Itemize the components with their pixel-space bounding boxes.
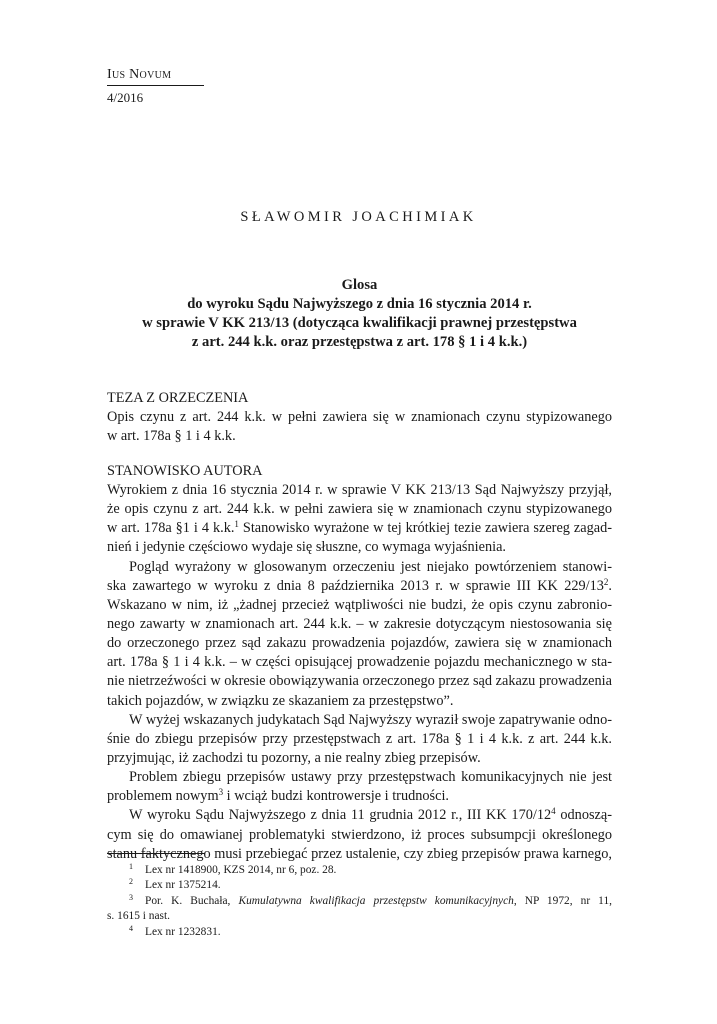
footnote: 1 Lex nr 1418900, KZS 2014, nr 6, poz. 28. [129,862,337,876]
journal-issue: 4/2016 [107,90,144,105]
author-name: SŁAWOMIR JOACHIMIAK [240,209,477,225]
article-title [107,276,612,352]
text-line: problemem nowym$^3$ i wciąż budzi kontrowersje i trudności. [107,787,449,805]
position-heading: STANOWISKO AUTORA [107,463,263,479]
text-line: że opis czynu z art. 244 k.k. w pełni zawiera się w znamionach czynu stypizowanego [107,501,612,518]
footnote-ref: 1 [234,519,239,530]
text-line: W wyżej wskazanych judykatach Sąd Najwyższy wyraził swoje zapatrywanie odno- [129,711,612,728]
thesis-heading: TEZA Z ORZECZENIA [107,390,249,406]
text-line: w art. 178a § 1 i 4 k.k. [107,428,236,445]
footnote-continuation: s. 1615 i nast. [107,910,170,923]
journal-name: Ius Novum [107,67,204,86]
text-line: stanu faktycznego musi przebiegać przez ustalenie, czy zbieg przepisów prawa karnego, [107,845,612,862]
text-line: Problem zbiegu przepisów ustawy przy przestępstwach komunikacyjnych nie jest [129,769,612,786]
journal-header [107,67,204,106]
footnotes [107,863,612,940]
footnote-ref: 3 [218,787,224,798]
text-line: ska zawartego w wyroku z dnia 8 października 2013 r. w sprawie III KK $229/13^2$. [107,576,612,594]
text-line: Wskazano w nim, iż „żadnej przecież wątpliwości nie budzi, że opis czynu zabronio- [107,596,612,613]
text-line: Pogląd wyrażony w glosowanym orzeczeniu jest niejako powtórzeniem stanowi- [129,558,612,575]
text-line: do orzeczonego przez sąd zakazu prowadzenia pojazdów, zawiera się w znamionach [107,635,612,652]
text-line: cym się do omawianej problematyki stwierdzono, iż proces subsumpcji określonego [107,826,612,843]
text-line: nień i jedynie częściowo wydaje się słuszne, co wymaga wyjaśnienia. [107,539,506,556]
position-body [107,481,612,864]
thesis-text [107,408,612,446]
footnote-ref: 4 [551,806,556,817]
footnote-divider [107,853,205,854]
footnote-ref: 2 [603,576,609,587]
title-line: Glosa [341,277,378,293]
footnote: 3 Por. K. Buchała, Kumulatywna kwalifikacja przestępstw komunikacyjnych, NP 1972, nr 11, [129,892,612,907]
text-line: nego zawarty w znamionach art. 244 k.k. – w zakresie dotyczącym niestosowania się [107,615,612,632]
text-line: takich pojazdów, w związku ze skazaniem za przestępstwo”. [107,692,454,709]
text-line: przyjmując, iż zachodzi tu pozorny, a nie realny zbieg przepisów. [107,749,481,766]
text-line: W wyroku Sądu Najwyższego z dnia 11 grudnia 2012 r., III KK $170/12^4$ odnoszą- [129,806,612,824]
title-line: z art. 244 k.k. oraz przestępstwa z art. 178 § 1 i 4 k.k.) [191,334,528,350]
text-line: w art. 178a §1 i 4 k.k.$^1$ Stanowisko wyrażone w tej krótkiej tezie zawiera szereg zagad- [107,519,612,537]
text-line: śnie do zbiegu przepisów przy przestępstwach z art. 178a § 1 i 4 k.k. z art. 244 k.k. [107,730,612,747]
text-line: art. 178a § 1 i 4 k.k. – w części opisującej prowadzenie pojazdu mechanicznego w sta- [107,654,612,671]
title-line: do wyroku Sądu Najwyższego z dnia 16 stycznia 2014 r. [187,296,532,312]
text-line: nie nietrzeźwości w okresie obowiązywania orzeczonego przez sąd zakazu prowadzenia [107,673,612,690]
footnote: 2 Lex nr 1375214. [129,877,221,892]
title-line: w sprawie V KK 213/13 (dotycząca kwalifikacji prawnej przestępstwa [142,315,577,331]
footnote: 4 Lex nr 1232831. [129,923,221,938]
text-line: Wyrokiem z dnia 16 stycznia 2014 r. w sprawie V KK 213/13 Sąd Najwyższy przyjął, [107,482,612,498]
text-line: Opis czynu z art. 244 k.k. w pełni zawiera się w znamionach czynu stypizowanego [107,409,612,425]
